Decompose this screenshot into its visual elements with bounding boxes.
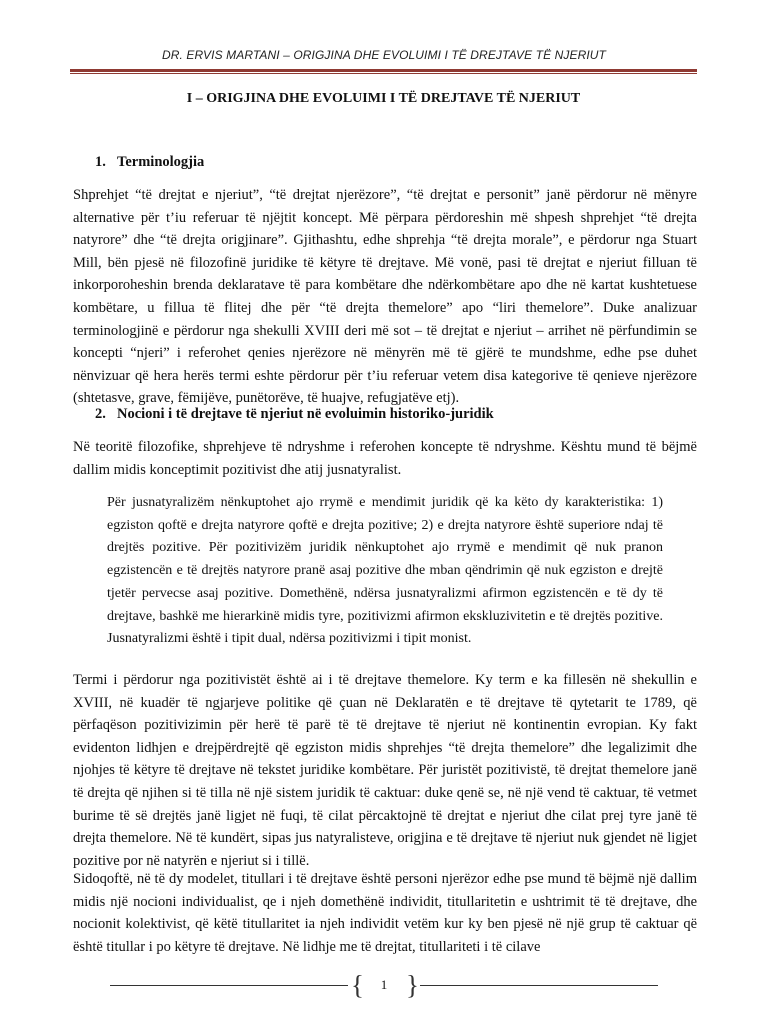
section-title: Terminologjia [117,154,205,170]
block-quote: Për jusnatyralizëm nënkuptohet ajo rrymë e mendimit juridik që ka këto dy karakteristika: 1) egziston qoftë e drejta natyrore qoftë e drejta pozitive; 2) e drejta natyrore është superiore ndaj të drejtës pozitive. Për pozitivizëm juridik nënkuptohet ajo rrymë e mendimit që nuk pranon egzistencën e të drejtës natyrore pranë asaj pozitive dhe mban qëndrimin që nuk egziston e drejtë tjetër pervecse asaj pozitive. Domethënë, ndërsa jusnatyralizmi afirmon egzistencën e të dy të drejtave, bashkë me hierarkinë midis tyre, pozitivizmi afirmon ekskluzivitetin e të drejtës pozitive. Jusnatyralizmi është i tipit dual, ndërsa pozitivizmi i tipit monist. [107,495,663,647]
footer-left-brace: { [351,970,364,1000]
section-heading-terminology [95,154,204,171]
header-rule-thin [70,73,697,74]
page-number: 1 [380,977,388,992]
paragraph-theories: Në teoritë filozofike, shprehjeve të ndryshme i referohen koncepte të ndryshme. Kështu mund të bëjmë dallim midis konceptimit pozitivist dhe atij jusnatyralist. [73,439,697,478]
paragraph-positivists: Termi i përdorur nga pozitivistët është ai i të drejtave themelore. Ky term e ka fillesën në shekullin e XVIII, në kuadër të ngjarjeve politike që çuan në Deklaratën e të drejtave të qytetarit te 1789, që përfaqëson pozitivizimin për herë të parë të të drejtave të njeriut në kontinentin evropian. Ky fakt evidenton lidhjen e drejpërdrejtë që egziston midis shprehjes “të drejta themelore” dhe legalizimit dhe njohjes të këtyre të drejtave në tekstet juridike kombëtare. Për juristët pozitivistë, të drejtat themelore janë të drejta që njihen si të tilla në një sistem juridik të caktuar: duke qenë se, në një vend të caktuar, të vetmet burime të së drejtës janë ligjet në fuqi, të cilat përcaktojnë të drejtat e njeriut dhe cilat prej tyre janë të drejta themelore. Në të kundërt, sipas jus natyralisteve, origjina e të drejtave të njeriut nuk gjendet në ligjet pozitive por në natyrën e njeriut si i tillë. [73,672,697,869]
section-number: 2. [95,406,106,422]
paragraph-terminology: Shprehjet “të drejtat e njeriut”, “të drejtat njerëzore”, “të drejtat e personit” janë përdorur në mënyre alternative për t’iu referuar të njëjtit koncept. Më përpara përdoreshin më shpesh shprehjet “të drejta natyrore” dhe “të drejta origjinare”. Gjithashtu, edhe shprehja “të drejta morale”, e përdorur nga Stuart Mill, bën pjesë në filozofinë juridike të këtyre të drejtave. Më vonë, pasi të drejtat e njeriut filluan të inkorporoheshin brenda deklaratave të para kombëtare dhe ndërkombëtare apo dhe në kartat kushtetuese kombëtare, u fillua të flitej dhe për “të drejta themelore” apo “liri themelore”. Duke analizuar terminologjinë e përdorur nga shekulli XVIII deri më sot – të drejtat e njeriut – arrihet në përfundimin se koncepti “njeri” i referohet qenies njerëzore në mënyrën më të gjërë te mundshme, edhe pse duhet nënvizuar që hera herës termi eshte përdorur për t’iu referuar vetem disa kategorive të qenieve njerëzore (shtetasve, grave, fëmijëve, punëtorëve, të huajve, refugjatëve etj). [73,187,697,407]
section-number: 1. [95,154,106,170]
section-title: Nocioni i të drejtave të njeriut në evoluimin historiko-juridik [117,406,494,422]
footer-rule-right [420,985,658,986]
running-header: DR. ERVIS MARTANI – ORIGJINA DHE EVOLUIMI I TË DREJTAVE TË NJERIUT [161,48,606,62]
footer-right-brace: } [406,970,419,1000]
header-rule [70,69,697,72]
paragraph-models: Sidoqoftë, në të dy modelet, titullari i të drejtave është personi njerëzor edhe pse mund të bëjmë një dallim midis një nocioni individualist, qe i njeh domethënë individit, titullaritetin e ushtrimit të të drejtave, dhe nocionit kolektivist, që këtë titullaritet ia njeh individit vetëm kur ky ben pjesë në një grup të caktuar që është titullar i po këtyre të drejtave. Në lidhje me të drejtat, titullariteti i të cilave [73,871,697,955]
section-heading-notion [95,406,494,423]
footer-rule-left [110,985,348,986]
chapter-title: I – ORIGJINA DHE EVOLUIMI I TË DREJTAVE TË NJERIUT [186,91,581,106]
